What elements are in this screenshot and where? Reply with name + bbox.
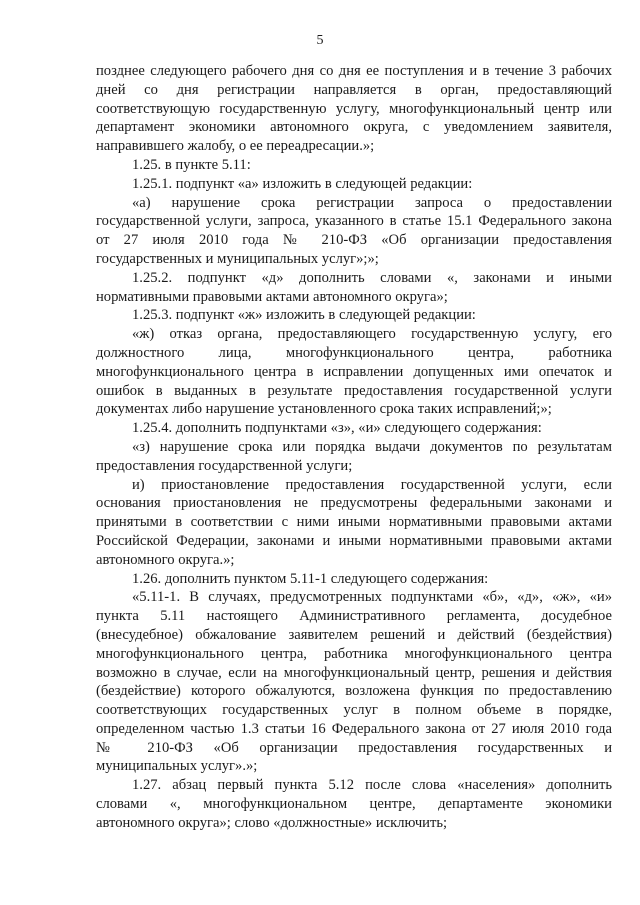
text-line: 1.25.4. дополнить подпунктами «з», «и» следующего содержания:	[132, 420, 542, 437]
text-line: определенном частью 1.3 статьи 16 Федерального закона от 27 июля 2010 года	[96, 720, 612, 737]
text-line: соответствующую государственную услугу, многофункциональный центр или	[96, 100, 612, 117]
text-line: муниципальных услуг».»;	[96, 758, 258, 775]
text-line: 1.25. в пункте 5.11:	[132, 156, 251, 173]
text-line: возможно в случае, если на многофункциональный центр, решения и действия	[96, 664, 612, 681]
text-line: от 27 июля 2010 года № 210-ФЗ «Об организации предоставления	[96, 232, 612, 249]
text-line: основания приостановления не предусмотрены федеральными законами и	[96, 495, 612, 512]
text-line: департамент экономики автономного округа, с уведомлением заявителя,	[96, 119, 612, 136]
text-line: «ж) отказ органа, предоставляющего государственную услугу, его	[132, 326, 612, 343]
text-line: (бездействие) которого обжалуются, возложена функция по предоставлению	[96, 683, 612, 700]
text-line: предоставления государственной услуги;	[96, 457, 353, 474]
text-line: позднее следующего рабочего дня со дня ее поступления и в течение 3 рабочих	[96, 63, 612, 79]
text-line: «5.11-1. В случаях, предусмотренных подпунктами «б», «д», «ж», «и»	[132, 589, 612, 606]
text-line: направившего жалобу, о ее переадресации.»;	[96, 138, 375, 155]
page-number: 5	[316, 33, 324, 48]
text-line: соответствующих государственных услуг в полном объеме в порядке,	[96, 702, 612, 719]
text-line: «з) нарушение срока или порядка выдачи документов по результатам	[132, 438, 612, 455]
document-body	[96, 62, 612, 833]
text-line: принятыми в соответствии с ними иными нормативными правовыми актами	[96, 514, 612, 531]
text-line: 1.25.1. подпункт «а» изложить в следующей редакции:	[132, 175, 473, 192]
text-line: 1.26. дополнить пунктом 5.11-1 следующего содержания:	[132, 570, 489, 587]
text-line: ошибок в выданных в результате предоставления государственной услуги	[96, 382, 612, 399]
text-line: дней со дня регистрации направляется в орган, предоставляющий	[96, 81, 612, 98]
text-line: многофункционального центра, работника многофункционального центра	[96, 645, 612, 662]
text-line: документах либо нарушение установленного срока таких исправлений;»;	[96, 401, 552, 418]
text-line: Российской Федерации, законами и иными нормативными правовыми актами	[96, 532, 612, 549]
text-line: многофункционального центра в исправлении допущенных ими опечаток и	[96, 363, 612, 380]
text-line: государственных и муниципальных услуг»;»;	[96, 250, 379, 267]
text-line: нормативными правовыми актами автономного округа»;	[96, 288, 448, 305]
text-line: автономного округа»; слово «должностные» исключить;	[96, 814, 448, 831]
text-line: «а) нарушение срока регистрации запроса о предоставлении	[132, 194, 612, 211]
text-line: государственной услуги, запроса, указанного в статье 15.1 Федерального закона	[96, 213, 612, 230]
text-line: и) приостановление предоставления государственной услуги, если	[132, 476, 612, 493]
text-line: (внесудебное) обжалование заявителем решений и действий (бездействия)	[96, 626, 612, 643]
text-line: автономного округа.»;	[96, 551, 235, 568]
text-line: словами «, многофункциональном центре, департаменте экономики	[96, 796, 612, 813]
text-line: пункта 5.11 настоящего Административного регламента, досудебное	[96, 608, 612, 625]
text-line: 1.27. абзац первый пункта 5.12 после слова «населения» дополнить	[132, 777, 612, 794]
text-line: должностного лица, многофункционального центра, работника	[96, 344, 612, 361]
text-line: № 210-ФЗ «Об организации предоставления государственных и	[96, 739, 612, 756]
text-line: 1.25.2. подпункт «д» дополнить словами «, законами и иными	[132, 269, 612, 286]
text-line: 1.25.3. подпункт «ж» изложить в следующей редакции:	[132, 307, 476, 324]
